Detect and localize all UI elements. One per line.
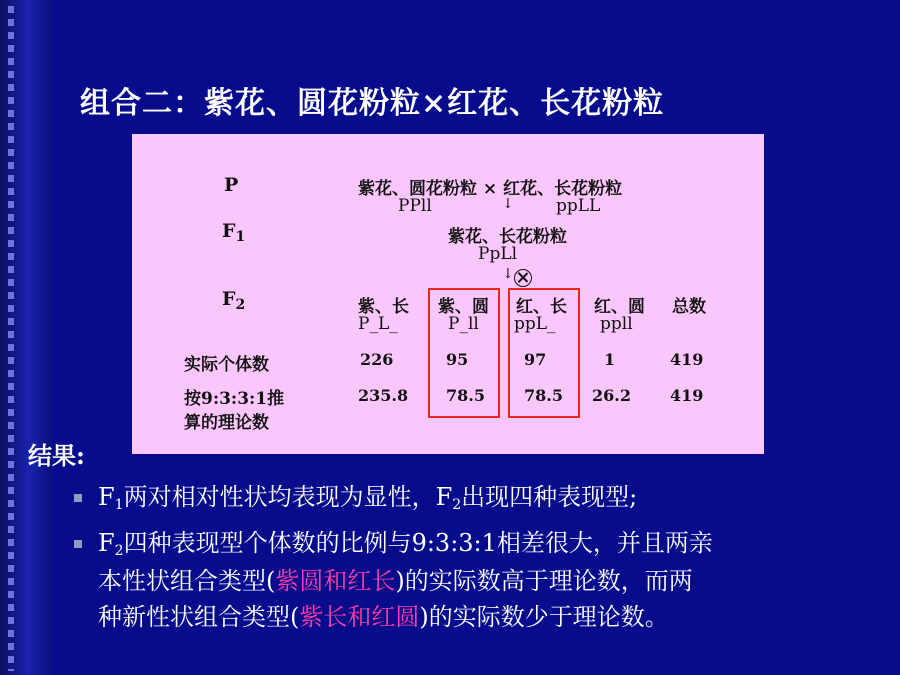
f1-label: $F_1$	[222, 220, 246, 245]
dotted-border	[8, 6, 14, 671]
actual-purple-long: 226	[360, 350, 394, 369]
actual-red-long: 97	[524, 350, 547, 369]
actual-purple-round: 95	[446, 350, 469, 369]
down-arrow-icon: ↓	[502, 196, 514, 212]
f2-header-purple-long: 紫、长	[358, 297, 409, 317]
bullet-text-2-line2: 本性状组合类型(紫圆和红长)的实际数高于理论数，而两	[98, 567, 693, 595]
bullet-icon	[74, 540, 82, 548]
highlight-recombinant-types: 紫长和红圆	[299, 603, 420, 631]
cross-diagram-panel	[132, 134, 764, 454]
highlight-parental-types: 紫圆和红长	[275, 567, 396, 595]
row-label-actual: 实际个体数	[184, 355, 269, 375]
f2-header-red-long: 红、长	[516, 297, 567, 317]
row-label-expected-line1: 按9:3:3:1推	[184, 389, 285, 409]
highlight-box-purple-round	[428, 288, 500, 418]
p-genotype-right: ppLL	[556, 196, 601, 216]
expected-red-long: 78.5	[524, 386, 563, 405]
actual-total: 419	[670, 350, 704, 369]
expected-purple-long: 235.8	[358, 386, 409, 405]
bullet-text-2-line3: 种新性状组合类型(紫长和红圆)的实际数少于理论数。	[98, 603, 669, 631]
result-label: 结果:	[28, 441, 85, 470]
f2-genotype-purple-round: P_ll	[448, 314, 479, 334]
p-genotype-left: PPll	[398, 196, 432, 216]
expected-purple-round: 78.5	[446, 386, 485, 405]
p-label: P	[224, 174, 239, 196]
slide-title: 组合二：紫花、圆花粉粒×红花、长花粉粒	[80, 86, 665, 121]
bullet-text-1: $F_1$两对相对性状均表现为显性，$F_2$出现四种表现型;	[98, 483, 638, 513]
f1-genotype: PpLl	[478, 244, 518, 264]
f2-header-purple-round: 紫、圆	[438, 297, 489, 317]
f2-genotype-red-long: ppL_	[514, 314, 556, 334]
down-arrow-icon: ↓	[502, 266, 514, 282]
highlight-box-red-long	[508, 288, 580, 418]
selfing-cross-icon	[514, 269, 532, 287]
p-cross-text: 紫花、圆花粉粒 × 红花、长花粉粒	[358, 179, 623, 199]
bullet-icon	[74, 494, 82, 502]
f2-header-total: 总数	[672, 297, 706, 317]
f2-genotype-purple-long: P_L_	[358, 314, 398, 334]
actual-red-round: 1	[604, 350, 616, 369]
f2-label: $F_2$	[222, 288, 246, 313]
f2-header-red-round: 红、圆	[594, 297, 645, 317]
expected-red-round: 26.2	[592, 386, 631, 405]
row-label-expected-line2: 算的理论数	[184, 413, 269, 433]
bullet-text-2-line1: $F_2$四种表现型个体数的比例与9:3:3:1相差很大，并且两亲	[98, 529, 713, 559]
f1-phenotype: 紫花、长花粉粒	[448, 227, 567, 247]
expected-total: 419	[670, 386, 704, 405]
f2-genotype-red-round: ppll	[600, 314, 633, 334]
left-decor-strip	[0, 0, 52, 675]
